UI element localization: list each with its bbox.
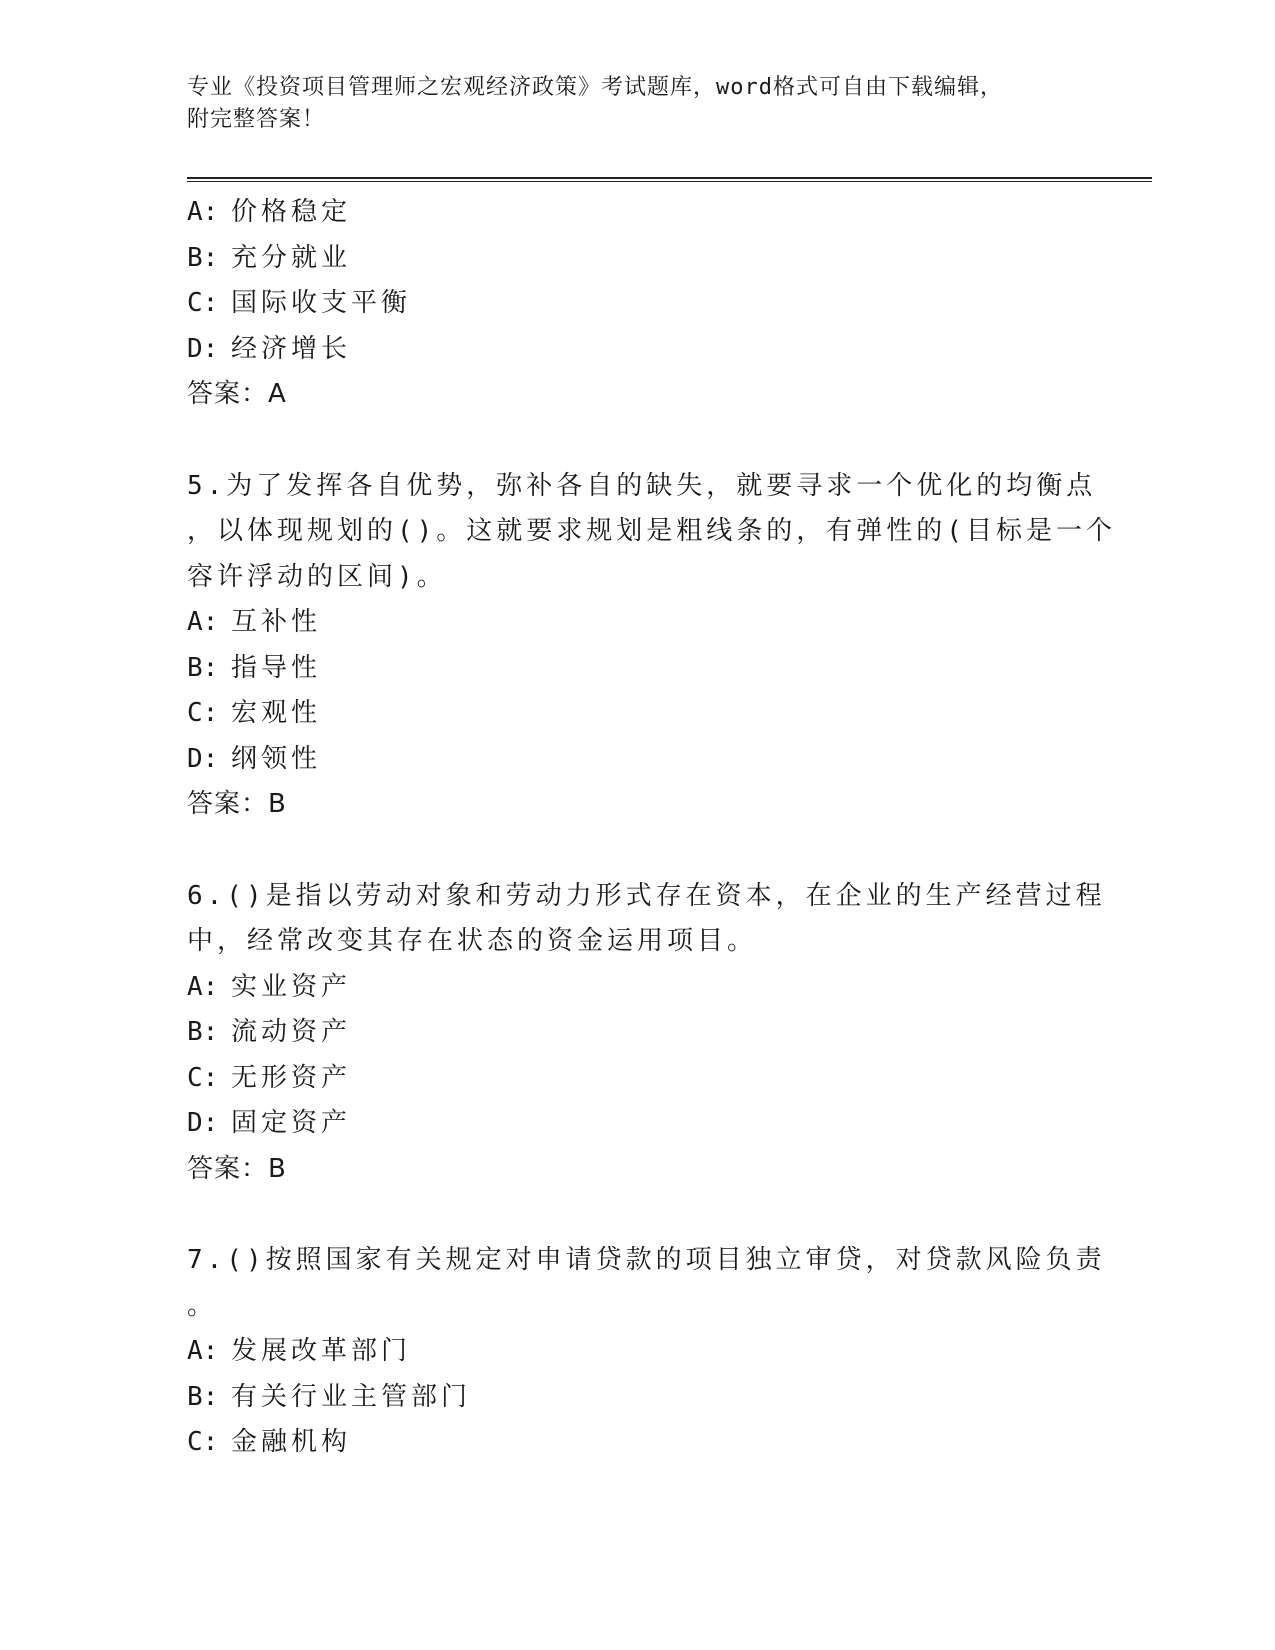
header-line-2: 附完整答案！	[187, 107, 326, 132]
option-letter: D:	[187, 743, 219, 774]
question-stem-line: 7.()按照国家有关规定对申请贷款的项目独立审贷，对贷款风险负责	[187, 1245, 1106, 1275]
option-text: 有关行业主管部门	[231, 1381, 472, 1412]
option-text: 流动资产	[231, 1017, 352, 1047]
option-letter: A:	[187, 197, 219, 227]
question-stem-line: 5.为了发挥各自优势，弥补各自的缺失，就要寻求一个优化的均衡点	[187, 470, 1097, 501]
option-b	[187, 1375, 1087, 1421]
question-6	[187, 874, 1106, 1193]
option-d	[187, 1101, 1087, 1147]
question-stem-line: 中，经常改变其存在状态的资金运用项目。	[187, 926, 758, 956]
option-letter: B:	[187, 1017, 219, 1047]
option-a	[187, 600, 1087, 646]
option-text: 无形资产	[231, 1062, 352, 1093]
answer-line: 答案：B	[187, 789, 287, 819]
header-line-1: 专业《投资项目管理师之宏观经济政策》考试题库，word格式可自由下载编辑，	[187, 75, 1003, 100]
option-text: 固定资产	[231, 1108, 352, 1138]
option-letter: A:	[187, 607, 219, 637]
option-c	[187, 691, 1087, 737]
option-letter: D:	[187, 333, 219, 364]
option-letter: C:	[187, 1427, 219, 1457]
option-letter: C:	[187, 1062, 219, 1093]
option-c	[187, 281, 1087, 327]
option-text: 金融机构	[231, 1427, 352, 1457]
option-c	[187, 1420, 1087, 1466]
question-list	[187, 190, 1116, 1466]
option-c	[187, 1056, 1087, 1102]
spacer	[187, 418, 1087, 464]
option-d	[187, 327, 1087, 373]
question-stem-line: 容许浮动的区间)。	[187, 561, 447, 592]
option-d	[187, 737, 1087, 783]
question-stem-line: ，以体现规划的()。这就要求规划是粗线条的，有弹性的(目标是一个	[187, 516, 1116, 546]
spacer	[187, 1192, 1087, 1238]
question-7	[187, 1238, 1106, 1466]
option-text: 实业资产	[231, 971, 352, 1002]
question-4	[187, 190, 1087, 418]
option-letter: B:	[187, 652, 219, 683]
answer-line: 答案：A	[187, 379, 287, 409]
option-text: 价格稳定	[231, 197, 352, 227]
option-letter: A:	[187, 971, 219, 1002]
option-text: 纲领性	[231, 743, 322, 774]
option-text: 发展改革部门	[231, 1336, 412, 1366]
option-b	[187, 646, 1087, 692]
option-text: 宏观性	[231, 698, 322, 728]
option-letter: D:	[187, 1108, 219, 1138]
option-letter: B:	[187, 1381, 219, 1412]
question-stem-line: 。	[187, 1290, 218, 1321]
option-text: 互补性	[231, 607, 322, 637]
option-letter: C:	[187, 288, 219, 318]
option-a	[187, 190, 1087, 236]
option-b	[187, 236, 1087, 282]
option-text: 国际收支平衡	[231, 288, 412, 318]
option-a	[187, 965, 1087, 1011]
option-text: 指导性	[231, 652, 322, 683]
document-header	[187, 72, 1067, 136]
spacer	[187, 828, 1087, 874]
option-letter: C:	[187, 698, 219, 728]
question-stem-line: 6.()是指以劳动对象和劳动力形式存在资本，在企业的生产经营过程	[187, 880, 1106, 911]
option-a	[187, 1329, 1087, 1375]
option-letter: A:	[187, 1336, 219, 1366]
header-divider-thin	[187, 181, 1152, 182]
question-5	[187, 464, 1116, 828]
option-letter: B:	[187, 242, 219, 273]
option-b	[187, 1010, 1087, 1056]
header-divider-thick	[187, 177, 1152, 179]
answer-line: 答案：B	[187, 1153, 287, 1184]
option-text: 经济增长	[231, 333, 352, 364]
option-text: 充分就业	[231, 242, 352, 273]
